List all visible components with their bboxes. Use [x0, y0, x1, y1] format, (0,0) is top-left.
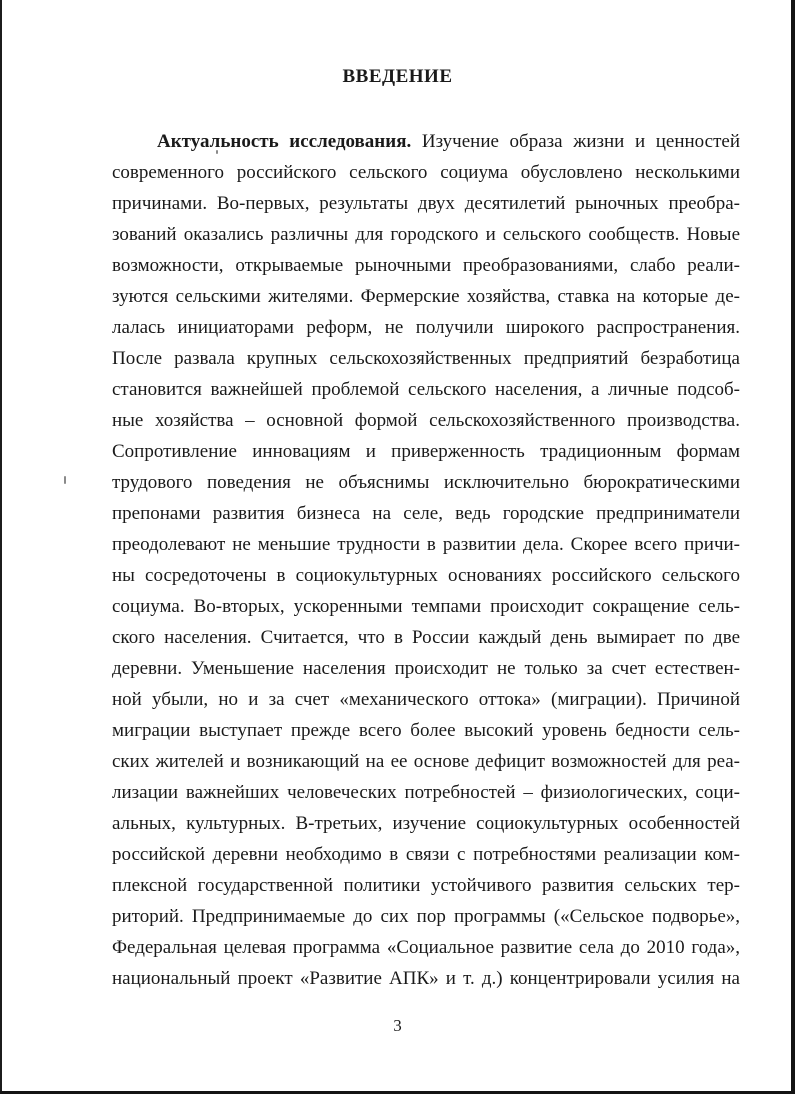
text-line: трудового поведения не объяснимы исключительно бюрократическими	[112, 472, 740, 493]
page-number: 3	[393, 1016, 402, 1035]
text-line: риторий. Предпринимаемые до сих пор программы («Сельское подворье»,	[112, 906, 740, 927]
text-line: ских жителей и возникающий на ее основе дефицит возможностей для реа-	[112, 751, 740, 772]
text-line: национальный проект «Развитие АПК» и т. д.) концентрировали усилия на	[112, 968, 740, 989]
text-line: зуются сельскими жителями. Фермерские хозяйства, ставка на которые де-	[112, 286, 740, 307]
text-line: социума. Во-вторых, ускоренными темпами происходит сокращение сель-	[112, 596, 740, 617]
text-line: После развала крупных сельскохозяйственных предприятий безработица	[112, 348, 740, 369]
text-line: Федеральная целевая программа «Социальное развитие села до 2010 года»,	[112, 937, 740, 958]
text-line: ной убыли, но и за счет «механического оттока» (миграции). Причиной	[112, 689, 740, 710]
text-line: современного российского сельского социума обусловлено несколькими	[112, 162, 740, 183]
lead-rest-text: Изучение образа жизни и ценностей	[421, 131, 740, 152]
text-line: становится важнейшей проблемой сельского населения, а личные подсоб-	[112, 379, 740, 400]
text-line: плексной государственной политики устойчивого развития сельских тер-	[112, 875, 740, 896]
text-line: лалась инициаторами реформ, не получили широкого распространения.	[112, 317, 740, 338]
text-line: деревни. Уменьшение населения происходит не только за счет естествен-	[112, 658, 740, 679]
scan-speck	[64, 476, 66, 484]
text-line: альных, культурных. В-третьих, изучение социокультурных особенностей	[112, 813, 740, 834]
text-line: зований оказались различны для городского и сельского сообществ. Новые	[112, 224, 740, 245]
scan-border-left	[0, 0, 2, 1094]
scan-border-right	[791, 0, 795, 1094]
lead-bold-text: Актуальность исследования.	[157, 131, 412, 152]
text-line: Сопротивление инновациям и приверженность традиционным формам	[112, 441, 740, 462]
text-line: ны сосредоточены в социокультурных основаниях российского сельского	[112, 565, 740, 586]
text-line: причинами. Во-первых, результаты двух десятилетий рыночных преобра-	[112, 193, 740, 214]
text-line: миграции выступает прежде всего более высокий уровень бедности сель-	[112, 720, 740, 741]
text-line: препонами развития бизнеса на селе, ведь городские предприниматели	[112, 503, 740, 524]
paragraph-first-line	[112, 126, 740, 157]
text-line: возможности, открываемые рыночными преобразованиями, слабо реали-	[112, 255, 740, 276]
body-paragraph	[112, 126, 740, 994]
text-line: ского населения. Считается, что в России каждый день вымирает по две	[112, 627, 740, 648]
text-line: лизации важнейших человеческих потребностей – физиологических, соци-	[112, 782, 740, 803]
text-line: российской деревни необходимо в связи с потребностями реализации ком-	[112, 844, 740, 865]
page-title: ВВЕДЕНИЕ	[342, 66, 453, 87]
text-line: преодолевают не меньшие трудности в развитии дела. Скорее всего причи-	[112, 534, 740, 555]
text-line: ные хозяйства – основной формой сельскохозяйственного производства.	[112, 410, 740, 431]
